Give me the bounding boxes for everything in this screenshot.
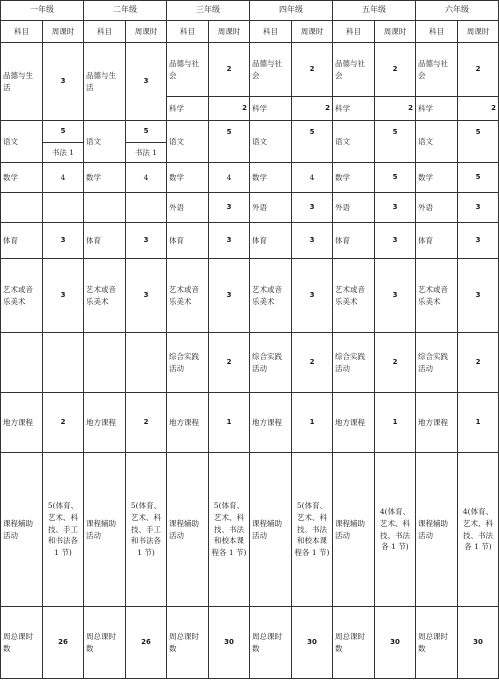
aux-hours: 5(体育、艺术、科技、书法和校本课程各 1 节)	[292, 453, 333, 607]
foreign-hours: 3	[375, 193, 416, 223]
math-hours: 5	[458, 163, 499, 193]
empty-cell	[1, 333, 43, 393]
practice-hours: 2	[292, 333, 333, 393]
subject-col-header: 科目	[333, 21, 375, 43]
math-subject: 数学	[1, 163, 43, 193]
empty-cell	[84, 333, 126, 393]
practice-hours: 2	[458, 333, 499, 393]
math-subject: 数学	[167, 163, 209, 193]
foreign-hours: 3	[209, 193, 250, 223]
chinese-subject: 语文	[1, 121, 43, 163]
hours-col-header: 周课时	[126, 21, 167, 43]
local-subject: 地方课程	[84, 393, 126, 453]
foreign-subject: 外语	[416, 193, 458, 223]
moral-hours: 2	[375, 43, 416, 97]
arts-subject: 艺术或音乐美术	[250, 259, 292, 333]
arts-hours: 3	[292, 259, 333, 333]
subject-col-header: 科目	[84, 21, 126, 43]
practice-hours: 2	[209, 333, 250, 393]
aux-hours: 4(体育、艺术、科技、书法各 1 节)	[458, 453, 499, 607]
local-hours: 1	[209, 393, 250, 453]
chinese-subject: 语文	[333, 121, 375, 163]
aux-hours: 5(体育、艺术、科技、手工和书法各 1 节)	[126, 453, 167, 607]
grade-5-header: 五年级	[333, 1, 416, 21]
moral-hours: 2	[209, 43, 250, 97]
math-hours: 4	[126, 163, 167, 193]
total-subject: 周总课时数	[333, 607, 375, 679]
pe-subject: 体育	[1, 223, 43, 259]
aux-subject: 课程辅助活动	[167, 453, 209, 607]
local-subject: 地方课程	[333, 393, 375, 453]
pe-subject: 体育	[84, 223, 126, 259]
local-curriculum-row	[1, 393, 499, 453]
pe-subject: 体育	[250, 223, 292, 259]
math-subject: 数学	[333, 163, 375, 193]
local-hours: 1	[458, 393, 499, 453]
grade-6-header: 六年级	[416, 1, 499, 21]
science-subject: 科学	[333, 97, 375, 121]
empty-cell	[126, 193, 167, 223]
pe-row	[1, 223, 499, 259]
arts-subject: 艺术或音乐美术	[416, 259, 458, 333]
grade-4-header: 四年级	[250, 1, 333, 21]
arts-hours: 3	[375, 259, 416, 333]
pe-hours: 3	[43, 223, 84, 259]
math-hours: 4	[43, 163, 84, 193]
column-header-row	[1, 21, 499, 43]
moral-hours: 3	[126, 43, 167, 121]
empty-cell	[126, 333, 167, 393]
weekly-total-row	[1, 607, 499, 679]
total-subject: 周总课时数	[250, 607, 292, 679]
total-subject: 周总课时数	[416, 607, 458, 679]
math-hours: 4	[209, 163, 250, 193]
chinese-hours: 5	[209, 121, 250, 163]
subject-col-header: 科目	[1, 21, 43, 43]
hours-col-header: 周课时	[209, 21, 250, 43]
moral-subject: 品德与社会	[250, 43, 292, 97]
total-hours: 30	[209, 607, 250, 679]
local-subject: 地方课程	[250, 393, 292, 453]
grade-header-row	[1, 1, 499, 21]
science-hours: 2	[209, 97, 250, 121]
aux-subject: 课程辅助活动	[416, 453, 458, 607]
math-row	[1, 163, 499, 193]
hours-col-header: 周课时	[292, 21, 333, 43]
math-subject: 数学	[84, 163, 126, 193]
local-hours: 2	[43, 393, 84, 453]
subject-col-header: 科目	[250, 21, 292, 43]
practice-row	[1, 333, 499, 393]
practice-subject: 综合实践活动	[250, 333, 292, 393]
science-hours: 2	[458, 97, 499, 121]
math-subject: 数学	[416, 163, 458, 193]
arts-hours: 3	[209, 259, 250, 333]
moral-subject: 品德与生活	[1, 43, 43, 121]
empty-cell	[43, 193, 84, 223]
chinese-subject: 语文	[84, 121, 126, 163]
chinese-subject: 语文	[167, 121, 209, 163]
arts-hours: 3	[43, 259, 84, 333]
pe-hours: 3	[126, 223, 167, 259]
practice-subject: 综合实践活动	[416, 333, 458, 393]
practice-subject: 综合实践活动	[333, 333, 375, 393]
chinese-subject: 语文	[416, 121, 458, 163]
foreign-subject: 外语	[250, 193, 292, 223]
pe-hours: 3	[209, 223, 250, 259]
practice-hours: 2	[375, 333, 416, 393]
aux-hours: 5(体育、艺术、科技、书法和校本课程各 1 节)	[209, 453, 250, 607]
grade-1-header: 一年级	[1, 1, 84, 21]
arts-subject: 艺术或音乐美术	[333, 259, 375, 333]
moral-subject: 品德与社会	[333, 43, 375, 97]
empty-cell	[43, 333, 84, 393]
local-subject: 地方课程	[1, 393, 43, 453]
total-hours: 30	[375, 607, 416, 679]
calligraphy-cell: 书法 1	[43, 143, 84, 163]
math-hours: 5	[375, 163, 416, 193]
pe-subject: 体育	[333, 223, 375, 259]
moral-row	[1, 43, 499, 97]
total-subject: 周总课时数	[84, 607, 126, 679]
chinese-hours: 5	[375, 121, 416, 163]
local-subject: 地方课程	[416, 393, 458, 453]
pe-hours: 3	[375, 223, 416, 259]
subject-col-header: 科目	[167, 21, 209, 43]
arts-subject: 艺术或音乐美术	[84, 259, 126, 333]
grade-2-header: 二年级	[84, 1, 167, 21]
chinese-hours: 5	[458, 121, 499, 163]
total-subject: 周总课时数	[167, 607, 209, 679]
science-hours: 2	[292, 97, 333, 121]
local-subject: 地方课程	[167, 393, 209, 453]
moral-hours: 2	[292, 43, 333, 97]
practice-subject: 综合实践活动	[167, 333, 209, 393]
moral-subject: 品德与生活	[84, 43, 126, 121]
arts-hours: 3	[126, 259, 167, 333]
total-hours: 30	[458, 607, 499, 679]
chinese-hours: 5	[126, 121, 167, 143]
total-hours: 26	[43, 607, 84, 679]
calligraphy-cell: 书法 1	[126, 143, 167, 163]
aux-subject: 课程辅助活动	[250, 453, 292, 607]
moral-hours: 3	[43, 43, 84, 121]
local-hours: 1	[292, 393, 333, 453]
arts-row	[1, 259, 499, 333]
grade-3-header: 三年级	[167, 1, 250, 21]
science-subject: 科学	[250, 97, 292, 121]
arts-subject: 艺术或音乐美术	[1, 259, 43, 333]
arts-hours: 3	[458, 259, 499, 333]
pe-hours: 3	[292, 223, 333, 259]
pe-subject: 体育	[167, 223, 209, 259]
foreign-hours: 3	[292, 193, 333, 223]
auxiliary-activities-row	[1, 453, 499, 607]
math-subject: 数学	[250, 163, 292, 193]
pe-subject: 体育	[416, 223, 458, 259]
science-hours: 2	[375, 97, 416, 121]
foreign-subject: 外语	[167, 193, 209, 223]
local-hours: 2	[126, 393, 167, 453]
moral-hours: 2	[458, 43, 499, 97]
foreign-language-row	[1, 193, 499, 223]
chinese-row	[1, 121, 499, 143]
arts-subject: 艺术或音乐美术	[167, 259, 209, 333]
empty-cell	[1, 193, 43, 223]
hours-col-header: 周课时	[458, 21, 499, 43]
moral-subject: 品德与社会	[167, 43, 209, 97]
chinese-hours: 5	[43, 121, 84, 143]
hours-col-header: 周课时	[375, 21, 416, 43]
total-hours: 26	[126, 607, 167, 679]
aux-subject: 课程辅助活动	[1, 453, 43, 607]
foreign-subject: 外语	[333, 193, 375, 223]
aux-subject: 课程辅助活动	[333, 453, 375, 607]
chinese-hours: 5	[292, 121, 333, 163]
total-hours: 30	[292, 607, 333, 679]
local-hours: 1	[375, 393, 416, 453]
hours-col-header: 周课时	[43, 21, 84, 43]
empty-cell	[84, 193, 126, 223]
foreign-hours: 3	[458, 193, 499, 223]
aux-hours: 4(体育、艺术、科技、书法各 1 节)	[375, 453, 416, 607]
science-subject: 科学	[167, 97, 209, 121]
aux-subject: 课程辅助活动	[84, 453, 126, 607]
pe-hours: 3	[458, 223, 499, 259]
science-subject: 科学	[416, 97, 458, 121]
moral-subject: 品德与社会	[416, 43, 458, 97]
chinese-subject: 语文	[250, 121, 292, 163]
total-subject: 周总课时数	[1, 607, 43, 679]
math-hours: 4	[292, 163, 333, 193]
subject-col-header: 科目	[416, 21, 458, 43]
aux-hours: 5(体育、艺术、科技、手工和书法各 1 节)	[43, 453, 84, 607]
